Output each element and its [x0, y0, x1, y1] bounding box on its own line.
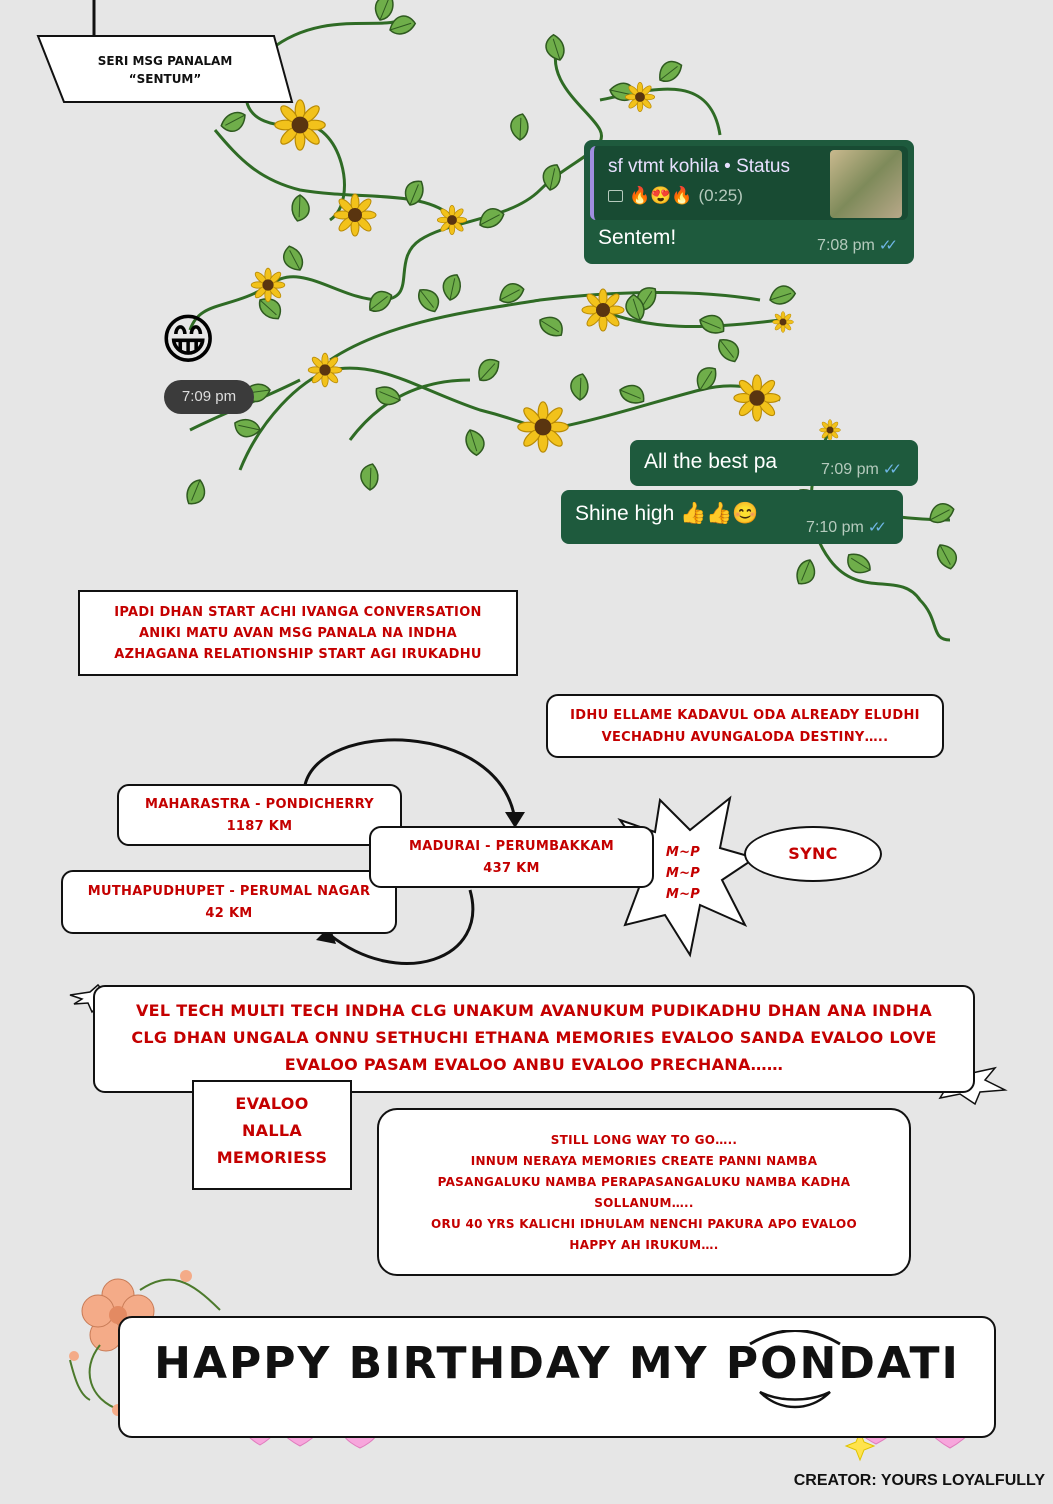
college-note	[93, 985, 975, 1093]
reply-emoji: 😁	[160, 308, 217, 371]
message-time-1: 7:09 pm	[821, 461, 879, 478]
message-time-2: 7:10 pm	[806, 519, 864, 536]
distance-km-2: 437 KM	[483, 861, 540, 876]
distance-box-2	[369, 826, 654, 888]
memories-box	[192, 1080, 352, 1190]
distance-route-1: MAHARASTRA - PONDICHERRY	[144, 797, 375, 812]
status-contact: sf vtmt kohila • Status	[608, 156, 790, 177]
status-reply-time: 7:08 pm	[817, 237, 875, 254]
future-line4: SOLLANUM…..	[594, 1196, 694, 1210]
message-bubble-1[interactable]	[630, 440, 918, 486]
memories-line2: NALLA	[241, 1121, 303, 1140]
video-icon	[608, 190, 623, 202]
read-ticks-icon: ✓✓	[882, 461, 896, 478]
future-line2: INNUM NERAYA MEMORIES CREATE PANNI NAMBA	[470, 1154, 818, 1168]
destiny-line1: IDHU ELLAME KADAVUL ODA ALREADY ELUDHI	[570, 708, 920, 723]
distance-km-3: 42 KM	[205, 906, 253, 921]
mp-line-1: M~P	[665, 845, 701, 860]
destiny-note	[546, 694, 944, 758]
college-line3: EVALOO PASAM EVALOO ANBU EVALOO PRECHANA……	[284, 1055, 784, 1074]
future-line1: STILL LONG WAY TO GO…..	[550, 1133, 738, 1147]
read-ticks-icon: ✓✓	[867, 519, 881, 536]
college-line2: CLG DHAN UNGALA ONNU SETHUCHI ETHANA MEMORIES EVALOO SANDA EVALOO LOVE	[131, 1028, 937, 1047]
birthday-banner-text: HAPPY BIRTHDAY MY PONDATI	[154, 1338, 960, 1389]
conversation-line2: ANIKI MATU AVAN MSG PANALA NA INDHA	[138, 626, 458, 641]
distance-route-2: MADURAI - PERUMBAKKAM	[408, 839, 615, 854]
status-thumbnail	[830, 150, 902, 218]
memories-line3: MEMORIESS	[216, 1148, 328, 1167]
message-bubble-2[interactable]	[561, 490, 903, 544]
college-line1: VEL TECH MULTI TECH INDHA CLG UNAKUM AVANUKUM PUDIKADHU DHAN ANA INDHA	[135, 1001, 933, 1020]
future-line3: PASANGALUKU NAMBA PERAPASANGALUKU NAMBA KADHA	[437, 1175, 851, 1189]
future-line6: HAPPY AH IRUKUM….	[569, 1238, 719, 1252]
sync-oval: SYNC	[744, 826, 882, 882]
memories-line1: EVALOO	[235, 1094, 309, 1113]
future-line5: ORU 40 YRS KALICHI IDHULAM NENCHI PAKURA APO EVALOO	[430, 1217, 858, 1231]
distance-box-3	[61, 870, 397, 934]
top-callout	[60, 52, 270, 88]
conversation-line1: IPADI DHAN START ACHI IVANGA CONVERSATION	[114, 605, 482, 620]
callout-line1: SERI MSG PANALAM	[97, 54, 233, 68]
status-emojis: 🔥😍🔥	[629, 186, 693, 205]
distance-km-1: 1187 KM	[226, 819, 293, 834]
message-text-2: Shine high 👍👍😊	[575, 502, 759, 525]
read-ticks-icon: ✓✓	[878, 237, 892, 254]
banner-doodle	[740, 1330, 850, 1420]
future-note	[377, 1108, 911, 1276]
conversation-note	[78, 590, 518, 676]
destiny-line2: VECHADHU AVUNGALODA DESTINY…..	[601, 730, 889, 745]
status-reply-text: Sentem!	[598, 226, 677, 249]
reply-emoji-time: 7:09 pm	[164, 380, 254, 414]
status-reply-bubble[interactable]	[584, 140, 914, 264]
status-duration: (0:25)	[698, 186, 743, 205]
mp-line-2: M~P	[665, 866, 701, 881]
mp-burst	[648, 842, 718, 905]
distance-route-3: MUTHAPUDHUPET - PERUMAL NAGAR	[87, 884, 371, 899]
creator-credit: CREATOR: YOURS LOYALFULLY	[793, 1472, 1045, 1489]
distance-box-1	[117, 784, 402, 846]
mp-line-3: M~P	[665, 887, 701, 902]
quoted-status[interactable]	[590, 146, 908, 220]
message-text-1: All the best pa	[644, 450, 778, 473]
conversation-line3: AZHAGANA RELATIONSHIP START AGI IRUKADHU	[114, 647, 482, 662]
callout-line2: “SENTUM”	[128, 72, 202, 86]
